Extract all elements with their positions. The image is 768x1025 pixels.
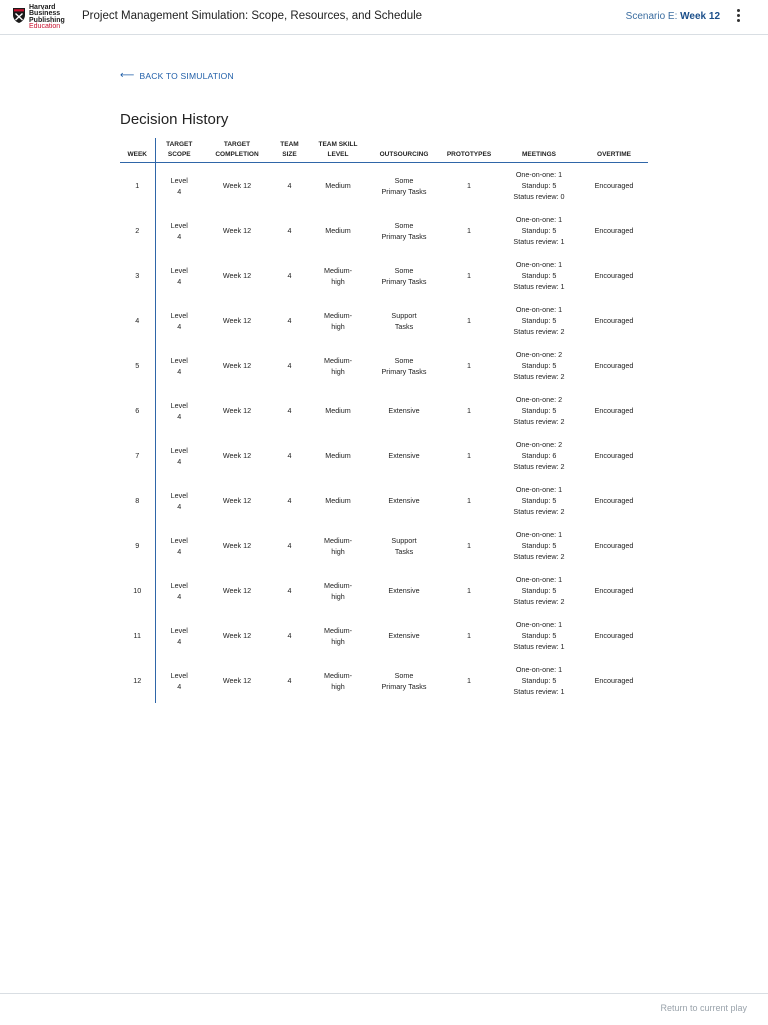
outsourcing-cell	[368, 388, 440, 433]
overtime-cell: Encouraged	[594, 271, 634, 280]
meetings-cell	[498, 658, 580, 703]
cell-line: Some	[394, 355, 414, 365]
cell-line: Medium-	[324, 310, 352, 320]
target-completion-cell: Week 12	[222, 361, 252, 370]
target-completion-cell: Week 12	[222, 586, 252, 595]
week-cell: 1	[120, 163, 155, 209]
week-cell: 12	[120, 658, 155, 703]
cell-line: 4	[177, 636, 182, 646]
cell-line: Standup: 5	[521, 181, 557, 190]
team-size-cell: 4	[287, 586, 292, 595]
cell-line: Medium-	[324, 580, 352, 590]
target-scope-cell	[155, 568, 203, 613]
column-header	[368, 138, 440, 163]
cell-line: Status review: 2	[513, 507, 565, 516]
team-skill-cell	[308, 163, 368, 209]
cell-line: Primary Tasks	[381, 366, 427, 376]
prototypes-cell: 1	[467, 451, 471, 460]
cell-line: Support	[391, 310, 417, 320]
cell-line: Primary Tasks	[381, 186, 427, 196]
week-cell: 9	[120, 523, 155, 568]
cell-line: Medium	[325, 406, 351, 415]
prototypes-cell: 1	[467, 676, 471, 685]
week-cell: 11	[120, 613, 155, 658]
cell-line: One-on-one: 1	[515, 485, 563, 494]
cell-line: high	[331, 276, 345, 286]
target-scope-cell	[155, 523, 203, 568]
team-size-cell: 4	[287, 631, 292, 640]
team-skill-cell	[308, 388, 368, 433]
decision-history-table	[120, 138, 648, 703]
column-header-line: TARGET	[166, 141, 193, 148]
week-cell: 2	[120, 208, 155, 253]
cell-line: One-on-one: 1	[515, 575, 563, 584]
cell-line: One-on-one: 1	[515, 665, 563, 674]
cell-line: Level	[170, 400, 188, 410]
cell-line: 4	[177, 501, 182, 511]
cell-line: 4	[177, 366, 182, 376]
cell-line: 4	[177, 681, 182, 691]
cell-line: Status review: 2	[513, 597, 565, 606]
cell-line: Level	[170, 220, 188, 230]
prototypes-cell: 1	[467, 226, 471, 235]
target-scope-cell	[155, 163, 203, 209]
cell-line: One-on-one: 1	[515, 530, 563, 539]
team-size-cell: 4	[287, 676, 292, 685]
page-footer	[0, 993, 768, 1025]
cell-line: One-on-one: 1	[515, 620, 563, 629]
hbp-logo	[12, 5, 68, 31]
cell-line: Status review: 1	[513, 237, 565, 246]
cell-line: 4	[177, 186, 182, 196]
cell-line: Some	[394, 220, 414, 230]
target-completion-cell: Week 12	[222, 496, 252, 505]
table-row	[120, 478, 648, 523]
target-completion-cell: Week 12	[222, 316, 252, 325]
column-header	[580, 138, 648, 163]
logo-line: Harvard	[29, 4, 56, 11]
table-row	[120, 433, 648, 478]
prototypes-cell: 1	[467, 316, 471, 325]
table-row	[120, 523, 648, 568]
cell-line: Medium	[325, 181, 351, 190]
outsourcing-cell	[368, 343, 440, 388]
cell-line: Level	[170, 445, 188, 455]
team-size-cell: 4	[287, 181, 292, 190]
table-row	[120, 298, 648, 343]
week-cell: 6	[120, 388, 155, 433]
team-size-cell: 4	[287, 271, 292, 280]
column-header	[271, 138, 308, 163]
week-cell: 7	[120, 433, 155, 478]
cell-line: Status review: 0	[513, 192, 565, 201]
cell-line: One-on-one: 1	[515, 170, 563, 179]
cell-line: Level	[170, 355, 188, 365]
prototypes-cell: 1	[467, 361, 471, 370]
cell-line: Level	[170, 625, 188, 635]
meetings-cell	[498, 613, 580, 658]
logo-line: Publishing	[29, 16, 65, 24]
return-to-current-play-link[interactable]: Return to current play	[660, 1003, 747, 1013]
team-skill-cell	[308, 298, 368, 343]
cell-line: Status review: 2	[513, 417, 565, 426]
cell-line: Standup: 5	[521, 631, 557, 640]
scenario-week: Week 12	[680, 11, 720, 22]
meetings-cell	[498, 253, 580, 298]
target-completion-cell: Week 12	[222, 631, 252, 640]
cell-line: 4	[177, 276, 182, 286]
meetings-cell	[498, 568, 580, 613]
cell-line: Level	[170, 580, 188, 590]
target-scope-cell	[155, 208, 203, 253]
column-header-line: COMPLETION	[215, 151, 259, 158]
target-completion-cell: Week 12	[222, 451, 252, 460]
outsourcing-cell	[368, 523, 440, 568]
target-scope-cell	[155, 253, 203, 298]
cell-line: high	[331, 321, 345, 331]
cell-line: Level	[170, 310, 188, 320]
prototypes-cell: 1	[467, 586, 471, 595]
meetings-cell	[498, 163, 580, 209]
cell-line: high	[331, 636, 345, 646]
cell-line: Standup: 5	[521, 361, 557, 370]
cell-line: Some	[394, 265, 414, 275]
table-row	[120, 163, 648, 209]
cell-line: 4	[177, 591, 182, 601]
meetings-cell	[498, 343, 580, 388]
overtime-cell: Encouraged	[594, 451, 634, 460]
column-header	[498, 138, 580, 163]
cell-line: Medium	[325, 226, 351, 235]
meetings-cell	[498, 478, 580, 523]
outsourcing-cell	[368, 298, 440, 343]
logo-line: Business	[29, 10, 61, 18]
cell-line: One-on-one: 1	[515, 215, 563, 224]
overtime-cell: Encouraged	[594, 676, 634, 685]
meetings-cell	[498, 388, 580, 433]
cell-line: Status review: 1	[513, 282, 565, 291]
outsourcing-cell	[368, 568, 440, 613]
shield-icon	[12, 7, 26, 24]
column-header-line: SCOPE	[167, 151, 191, 158]
outsourcing-cell	[368, 613, 440, 658]
week-cell: 8	[120, 478, 155, 523]
cell-line: Medium-	[324, 625, 352, 635]
cell-line: Medium-	[324, 265, 352, 275]
prototypes-cell: 1	[467, 496, 471, 505]
table-row	[120, 343, 648, 388]
cell-line: Status review: 1	[513, 687, 565, 696]
target-scope-cell	[155, 388, 203, 433]
table-row	[120, 568, 648, 613]
table-body	[120, 163, 648, 704]
cell-line: Level	[170, 265, 188, 275]
team-size-cell: 4	[287, 361, 292, 370]
week-cell: 10	[120, 568, 155, 613]
team-skill-cell	[308, 253, 368, 298]
target-completion-cell: Week 12	[222, 406, 252, 415]
team-skill-cell	[308, 208, 368, 253]
team-size-cell: 4	[287, 496, 292, 505]
week-cell: 4	[120, 298, 155, 343]
cell-line: Status review: 2	[513, 552, 565, 561]
team-size-cell: 4	[287, 226, 292, 235]
column-header-line: WEEK	[127, 151, 147, 158]
cell-line: Tasks	[394, 546, 414, 556]
app-title: Project Management Simulation: Scope, Resources, and Schedule	[82, 10, 423, 22]
table-row	[120, 388, 648, 433]
cell-line: Medium-	[324, 670, 352, 680]
cell-line: Some	[394, 670, 414, 680]
cell-line: Primary Tasks	[381, 231, 427, 241]
cell-line: Standup: 5	[521, 226, 557, 235]
team-skill-cell	[308, 433, 368, 478]
cell-line: Some	[394, 175, 414, 185]
outsourcing-cell	[368, 478, 440, 523]
table-header-row	[120, 138, 648, 163]
target-scope-cell	[155, 298, 203, 343]
meetings-cell	[498, 298, 580, 343]
column-header-line: PROTOTYPES	[446, 151, 492, 158]
prototypes-cell: 1	[467, 541, 471, 550]
column-header	[203, 138, 271, 163]
table-row	[120, 658, 648, 703]
cell-line: Standup: 5	[521, 586, 557, 595]
team-skill-cell	[308, 658, 368, 703]
team-skill-cell	[308, 478, 368, 523]
overtime-cell: Encouraged	[594, 361, 634, 370]
cell-line: Standup: 5	[521, 676, 557, 685]
cell-line: Status review: 2	[513, 372, 565, 381]
cell-line: 4	[177, 411, 182, 421]
meetings-cell	[498, 523, 580, 568]
overtime-cell: Encouraged	[594, 541, 634, 550]
table-row	[120, 613, 648, 658]
column-header-line: TEAM	[280, 141, 299, 148]
cell-line: Standup: 5	[521, 406, 557, 415]
cell-line: Extensive	[388, 496, 420, 505]
prototypes-cell: 1	[467, 406, 471, 415]
cell-line: One-on-one: 1	[515, 305, 563, 314]
cell-line: One-on-one: 1	[515, 260, 563, 269]
outsourcing-cell	[368, 658, 440, 703]
team-size-cell: 4	[287, 406, 292, 415]
overtime-cell: Encouraged	[594, 496, 634, 505]
cell-line: Medium	[325, 451, 351, 460]
target-completion-cell: Week 12	[222, 271, 252, 280]
column-header	[155, 138, 203, 163]
more-options-icon[interactable]	[734, 9, 742, 25]
target-scope-cell	[155, 658, 203, 703]
logo-line: Education	[29, 23, 61, 31]
meetings-cell	[498, 433, 580, 478]
team-skill-cell	[308, 568, 368, 613]
cell-line: Level	[170, 490, 188, 500]
cell-line: high	[331, 591, 345, 601]
column-header-line: OUTSOURCING	[379, 151, 429, 158]
cell-line: Medium-	[324, 535, 352, 545]
meetings-cell	[498, 208, 580, 253]
table-row	[120, 253, 648, 298]
cell-line: Standup: 5	[521, 541, 557, 550]
week-cell: 5	[120, 343, 155, 388]
cell-line: high	[331, 681, 345, 691]
cell-line: Status review: 1	[513, 642, 565, 651]
cell-line: Status review: 2	[513, 462, 565, 471]
outsourcing-cell	[368, 433, 440, 478]
cell-line: One-on-one: 2	[515, 350, 563, 359]
table-row	[120, 208, 648, 253]
cell-line: Status review: 2	[513, 327, 565, 336]
outsourcing-cell	[368, 208, 440, 253]
cell-line: high	[331, 366, 345, 376]
target-completion-cell: Week 12	[222, 181, 252, 190]
prototypes-cell: 1	[467, 631, 471, 640]
team-skill-cell	[308, 613, 368, 658]
team-skill-cell	[308, 343, 368, 388]
scenario-indicator	[626, 11, 720, 22]
target-completion-cell: Week 12	[222, 541, 252, 550]
overtime-cell: Encouraged	[594, 316, 634, 325]
prototypes-cell: 1	[467, 181, 471, 190]
overtime-cell: Encouraged	[594, 406, 634, 415]
cell-line: 4	[177, 546, 182, 556]
column-header-line: TEAM SKILL	[318, 141, 358, 148]
column-header-line: SIZE	[282, 151, 297, 158]
page-title: Decision History	[120, 111, 229, 128]
target-scope-cell	[155, 433, 203, 478]
cell-line: 4	[177, 231, 182, 241]
cell-line: Level	[170, 670, 188, 680]
overtime-cell: Encouraged	[594, 631, 634, 640]
cell-line: Extensive	[388, 631, 420, 640]
prototypes-cell: 1	[467, 271, 471, 280]
target-completion-cell: Week 12	[222, 676, 252, 685]
cell-line: Primary Tasks	[381, 681, 427, 691]
cell-line: 4	[177, 321, 182, 331]
cell-line: Level	[170, 535, 188, 545]
column-header	[120, 138, 155, 163]
week-cell: 3	[120, 253, 155, 298]
overtime-cell: Encouraged	[594, 181, 634, 190]
team-size-cell: 4	[287, 451, 292, 460]
cell-line: Support	[391, 535, 417, 545]
cell-line: Extensive	[388, 451, 420, 460]
cell-line: Extensive	[388, 406, 420, 415]
cell-line: high	[331, 546, 345, 556]
cell-line: One-on-one: 2	[515, 395, 563, 404]
column-header-line: OVERTIME	[597, 151, 631, 158]
arrow-left-icon: ⟵	[120, 70, 135, 81]
column-header	[308, 138, 368, 163]
cell-line: Standup: 6	[521, 451, 557, 460]
column-header-line: TARGET	[223, 141, 251, 148]
cell-line: Standup: 5	[521, 316, 557, 325]
cell-line: Standup: 5	[521, 271, 557, 280]
target-scope-cell	[155, 478, 203, 523]
target-scope-cell	[155, 613, 203, 658]
cell-line: Tasks	[394, 321, 414, 331]
team-size-cell: 4	[287, 316, 292, 325]
scenario-label: Scenario E:	[625, 11, 678, 22]
column-header	[440, 138, 498, 163]
column-header-line: LEVEL	[327, 151, 349, 158]
outsourcing-cell	[368, 163, 440, 209]
cell-line: Medium-	[324, 355, 352, 365]
cell-line: Primary Tasks	[381, 276, 427, 286]
app-header	[0, 0, 768, 35]
column-header-line: MEETINGS	[522, 151, 556, 158]
cell-line: Medium	[325, 496, 351, 505]
team-skill-cell	[308, 523, 368, 568]
target-completion-cell: Week 12	[222, 226, 252, 235]
cell-line: Extensive	[388, 586, 420, 595]
target-scope-cell	[155, 343, 203, 388]
overtime-cell: Encouraged	[594, 226, 634, 235]
overtime-cell: Encouraged	[594, 586, 634, 595]
cell-line: Standup: 5	[521, 496, 557, 505]
back-to-simulation-link[interactable]	[120, 70, 234, 81]
outsourcing-cell	[368, 253, 440, 298]
team-size-cell: 4	[287, 541, 292, 550]
cell-line: One-on-one: 2	[515, 440, 563, 449]
back-link-label: BACK TO SIMULATION	[139, 70, 234, 81]
cell-line: 4	[177, 456, 182, 466]
cell-line: Level	[170, 175, 188, 185]
